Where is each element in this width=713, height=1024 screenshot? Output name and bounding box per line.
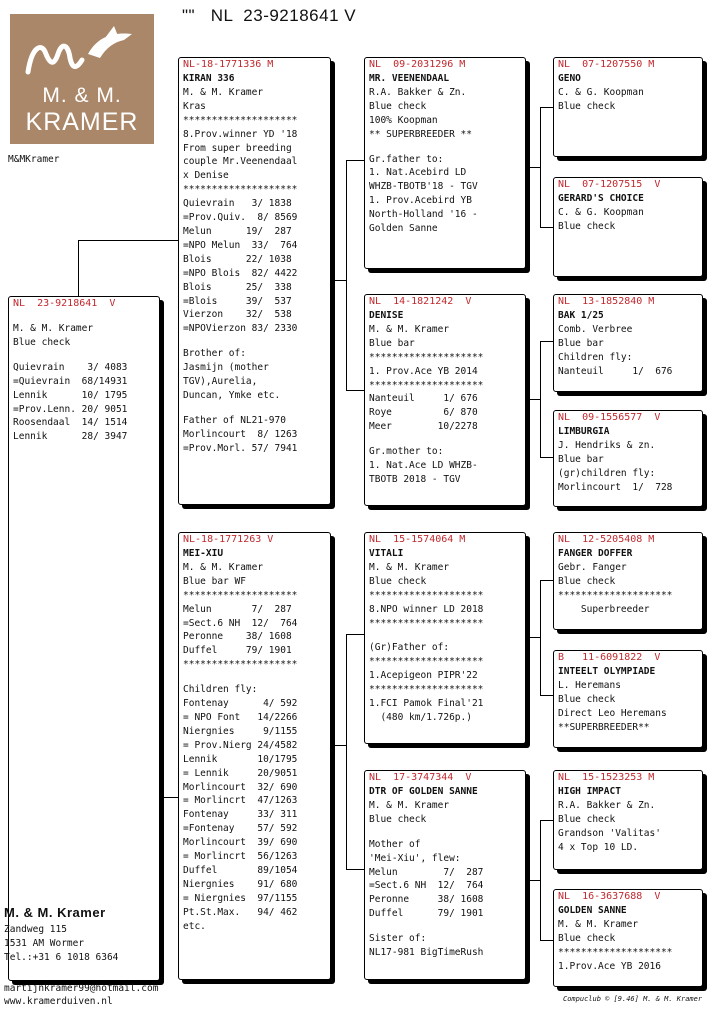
pedigree-line: etc. [183, 920, 206, 932]
pedigree-line: Meer 10/2278 [369, 421, 478, 433]
pigeon-card-fm-mother[interactable] [553, 410, 703, 507]
pigeon-name: BAK 1/25 [558, 310, 604, 321]
pigeon-card-mother[interactable] [178, 532, 331, 980]
pedigree-line: TGV),Aurelia, [183, 376, 258, 388]
pigeon-logo-icon [10, 14, 154, 94]
contact-email[interactable]: martijnkramer99@hotmail.com [4, 983, 159, 994]
pedigree-line: Quievrain 3/ 1838 [183, 198, 292, 210]
pedigree-line: = Morlincrt 56/1263 [183, 851, 298, 863]
pedigree-line: WHZB-TBOTB'18 - TGV [369, 181, 478, 193]
ring-number: NL 09-1556577 V [558, 412, 661, 423]
connector-line [540, 820, 541, 940]
ring-number: NL 17-3747344 V [369, 772, 472, 783]
pedigree-line: Duffel 79/ 1901 [369, 908, 484, 920]
pigeon-name: MR. VEENENDAAL [369, 73, 450, 84]
pedigree-line: M. & M. Kramer [558, 918, 639, 930]
connector-line [540, 227, 553, 228]
pigeon-card-paternal-grandfather[interactable] [364, 57, 526, 269]
pedigree-line: Morlincourt 1/ 728 [558, 481, 673, 493]
pigeon-card-father[interactable] [178, 57, 331, 505]
logo-line-1: M. & M. [42, 84, 122, 107]
pedigree-line: ******************** [183, 659, 298, 671]
pedigree-line: ******************** [369, 589, 484, 601]
connector-line [525, 167, 540, 168]
pedigree-line: Gr.father to: [369, 153, 444, 165]
footer-credit: Compuclub © [9.46] M. & M. Kramer [563, 995, 703, 1003]
pedigree-line: Blue check [369, 813, 427, 825]
pedigree-line: 1.Acepigeon PIPR'22 [369, 670, 478, 682]
connector-line [330, 280, 346, 281]
page-title: "" NL 23-9218641 V [182, 6, 357, 25]
pigeon-card-mm-father[interactable] [553, 770, 703, 870]
pedigree-line: Brother of: [183, 348, 246, 360]
pedigree-line: Jasmijn (mother [183, 362, 269, 374]
pedigree-line: ******************** [183, 589, 298, 601]
pedigree-line: Lennik 10/1795 [183, 753, 298, 765]
connector-line [540, 107, 553, 108]
ring-number: NL-18-1771336 M [183, 59, 274, 70]
pedigree-line: Roosendaal 14/ 1514 [13, 417, 128, 429]
pedigree-line: ******************** [369, 379, 484, 391]
pedigree-line: ******************** [558, 946, 673, 958]
pigeon-card-paternal-grandmother[interactable] [364, 294, 526, 506]
pedigree-line: TBOTB 2018 - TGV [369, 473, 461, 485]
pedigree-line: Blue check [558, 932, 616, 944]
pedigree-line: Blue bar [558, 337, 604, 349]
pedigree-line: Blue check [558, 813, 616, 825]
pedigree-line: 1. Prov.Acebird YB [369, 195, 472, 207]
pigeon-name: DENISE [369, 310, 404, 321]
pedigree-line: North-Holland '16 - [369, 209, 478, 221]
pedigree-line: ******************** [369, 617, 484, 629]
pedigree-line: Direct Leo Heremans [558, 707, 667, 719]
pedigree-line: 8.NPO winner LD 2018 [369, 603, 484, 615]
pigeon-name: GERARD'S CHOICE [558, 193, 644, 204]
ring-number: NL 13-1852840 M [558, 296, 655, 307]
pedigree-line: Duffel 89/1054 [183, 864, 298, 876]
pedigree-line: M. & M. Kramer [183, 86, 264, 98]
pedigree-line [179, 403, 330, 414]
connector-line [540, 695, 553, 696]
pedigree-line: Grandson 'Valitas' [558, 827, 661, 839]
pedigree-line: Children fly: [183, 684, 258, 696]
pedigree-line: =Prov.Lenn. 20/ 9051 [13, 403, 128, 415]
pedigree-line: NL17-981 BigTimeRush [369, 947, 484, 959]
pedigree-line: 8.Prov.winner YD '18 [183, 128, 298, 140]
pedigree-line: =Prov.Quiv. 8/ 8569 [183, 212, 298, 224]
pedigree-line: 'Mei-Xiu', flew: [369, 852, 461, 864]
pedigree-line: Melun 19/ 287 [183, 225, 292, 237]
pedigree-line: 1. Prov.Ace YB 2014 [369, 365, 478, 377]
pedigree-line: Blois 22/ 1038 [183, 253, 292, 265]
pigeon-card-maternal-grandfather[interactable] [364, 532, 526, 744]
connector-line [540, 457, 553, 458]
pigeon-name: MEI-XIU [183, 548, 224, 559]
pedigree-line: =Fontenay 57/ 592 [183, 823, 298, 835]
pedigree-line: Fontenay 33/ 311 [183, 809, 298, 821]
owner-phone: Tel.:+31 6 1018 6364 [4, 952, 119, 963]
pedigree-line: x Denise [183, 170, 229, 182]
pedigree-line [179, 672, 330, 683]
pedigree-line: C. & G. Koopman [558, 206, 644, 218]
pedigree-line: Gr.mother to: [369, 446, 444, 458]
pedigree-line: Blue check [369, 575, 427, 587]
pigeon-card-ff-mother[interactable] [553, 177, 703, 277]
pedigree-line: Blue check [558, 693, 616, 705]
pedigree-line: Mother of [369, 838, 421, 850]
pedigree-line: L. Heremans [558, 679, 621, 691]
pigeon-card-mf-father[interactable] [553, 532, 703, 630]
owner-address-2: 1531 AM Wormer [4, 938, 85, 949]
ring-number: NL-18-1771263 V [183, 534, 274, 545]
owner-name: M. & M. Kramer [4, 905, 106, 920]
pedigree-line: M. & M. Kramer [13, 323, 94, 334]
pedigree-line: Blue check [13, 336, 71, 348]
pigeon-card-fm-father[interactable] [553, 294, 703, 392]
pedigree-line: ******************** [369, 656, 484, 668]
ring-number: B 11-6091822 V [558, 652, 661, 663]
pedigree-line: =Blois 39/ 537 [183, 295, 292, 307]
pedigree-line: Duncan, Ymke etc. [183, 389, 281, 401]
ring-number: NL 14-1821242 V [369, 296, 472, 307]
pedigree-line: Niergnies 9/1155 [183, 725, 298, 737]
ring-number: NL 12-5205408 M [558, 534, 655, 545]
owner-address-1: Zandweg 115 [4, 924, 67, 935]
ring-number: NL 16-3637688 V [558, 891, 661, 902]
pedigree-line: = NPO Font 14/2266 [183, 711, 298, 723]
pedigree-line: Father of NL21-970 [183, 414, 286, 426]
pedigree-line: Superbreeder [558, 603, 650, 615]
pedigree-line: Blue bar WF [183, 575, 246, 587]
pigeon-card-maternal-grandmother[interactable] [364, 770, 526, 980]
pedigree-line: 100% Koopman [369, 114, 438, 126]
pedigree-line: ******************** [369, 351, 484, 363]
pedigree-line: =Prov.Morl. 57/ 7941 [183, 442, 298, 454]
pigeon-card-subject[interactable] [8, 296, 160, 981]
pedigree-line: Melun 7/ 287 [183, 603, 292, 615]
pigeon-card-ff-father[interactable] [553, 57, 703, 157]
pedigree-line [365, 827, 525, 838]
pedigree-line: From super breeding [183, 142, 292, 154]
ring-number: NL 09-2031296 M [369, 59, 466, 70]
connector-line [525, 399, 540, 400]
pedigree-line: =NPO Blois 82/ 4422 [183, 267, 298, 279]
pedigree-line: 1. Nat.Ace LD WHZB- [369, 460, 478, 472]
pedigree-line: Blue check [558, 575, 616, 587]
pedigree-line: ******************** [369, 684, 484, 696]
pedigree-line: C. & G. Koopman [558, 86, 644, 98]
pigeon-name: VITALI [369, 548, 404, 559]
pedigree-line: R.A. Bakker & Zn. [369, 86, 467, 98]
pedigree-line: **SUPERBREEDER** [558, 721, 650, 733]
connector-line [330, 745, 346, 746]
pedigree-line: 1.Prov.Ace YB 2016 [558, 960, 661, 972]
pedigree-line: Lennik 28/ 3947 [13, 431, 128, 443]
pedigree-line: (Gr)Father of: [369, 642, 450, 654]
pedigree-line [9, 350, 159, 361]
pedigree-line: (gr)children fly: [558, 467, 656, 479]
pigeon-name: LIMBURGIA [558, 426, 610, 437]
pedigree-line: Nanteuil 1/ 676 [558, 365, 673, 377]
pedigree-line: Kras [183, 100, 206, 112]
pedigree-line [365, 142, 525, 153]
connector-line [78, 240, 178, 241]
pedigree-line: Golden Sanne [369, 223, 438, 235]
pedigree-line: Blue check [558, 220, 616, 232]
pedigree-line: Melun 7/ 287 [369, 866, 484, 878]
pedigree-line: couple Mr.Veenendaal [183, 156, 298, 168]
pedigree-line: Blois 25/ 338 [183, 281, 292, 293]
pedigree-line: Niergnies 91/ 680 [183, 878, 298, 890]
pedigree-line: =Quievrain 68/14931 [13, 375, 128, 387]
pedigree-line: =Sect.6 NH 12/ 764 [369, 880, 484, 892]
pedigree-line: Morlincourt 8/ 1263 [183, 428, 298, 440]
pedigree-line [9, 311, 159, 322]
ring-number: NL 23-9218641 V [13, 298, 116, 309]
pigeon-name: DTR OF GOLDEN SANNE [369, 786, 478, 797]
connector-line [346, 390, 364, 391]
pedigree-line: R.A. Bakker & Zn. [558, 799, 656, 811]
connector-line [540, 341, 541, 457]
pigeon-card-mf-mother[interactable] [553, 650, 703, 748]
connector-line [540, 580, 541, 695]
connector-line [346, 869, 364, 870]
connector-line [346, 160, 364, 161]
connector-line [525, 637, 540, 638]
pedigree-line: M. & M. Kramer [369, 799, 450, 811]
pedigree-line: = Prov.Nierg 24/4582 [183, 739, 298, 751]
pigeon-name: HIGH IMPACT [558, 786, 621, 797]
pigeon-name: GENO [558, 73, 581, 84]
pedigree-line: Morlincourt 32/ 690 [183, 781, 298, 793]
pedigree-line: 4 x Top 10 LD. [558, 841, 639, 853]
pedigree-line: =Sect.6 NH 12/ 764 [183, 617, 298, 629]
logo-caption: M&MKramer [8, 154, 60, 165]
pedigree-line: Peronne 38/ 1608 [183, 631, 292, 643]
ring-number: NL 07-1207515 V [558, 179, 661, 190]
pedigree-line: Nanteuil 1/ 676 [369, 393, 478, 405]
pigeon-card-mm-mother[interactable] [553, 889, 703, 987]
pedigree-line: Quievrain 3/ 4083 [13, 361, 128, 373]
pedigree-line: Blue check [558, 100, 616, 112]
pedigree-line: ******************** [183, 114, 298, 126]
pedigree-line: (480 km/1.726p.) [369, 711, 472, 723]
pedigree-line: Lennik 10/ 1795 [13, 389, 128, 401]
pedigree-line: Pt.St.Max. 94/ 462 [183, 906, 298, 918]
pedigree-line: Blue bar [369, 337, 415, 349]
connector-line [525, 880, 540, 881]
pedigree-line: Gebr. Fanger [558, 561, 627, 573]
pedigree-line: 1.FCI Pamok Final'21 [369, 698, 484, 710]
pedigree-line: =NPOVierzon 83/ 2330 [183, 323, 298, 335]
pedigree-line: Peronne 38/ 1608 [369, 894, 484, 906]
pedigree-line: Blue bar [558, 453, 604, 465]
pedigree-line: Sister of: [369, 933, 427, 945]
pedigree-line: M. & M. Kramer [183, 561, 264, 573]
contact-website[interactable]: www.kramerduiven.nl [4, 996, 113, 1007]
pedigree-line [179, 336, 330, 347]
connector-line [540, 580, 553, 581]
pedigree-line: Comb. Verbree [558, 323, 633, 335]
ring-number: NL 15-1523253 M [558, 772, 655, 783]
pedigree-line: = Morlincrt 47/1263 [183, 795, 298, 807]
pedigree-line: ** SUPERBREEDER ** [369, 128, 472, 140]
pigeon-name: FANGER DOFFER [558, 548, 633, 559]
pedigree-line: ******************** [183, 184, 298, 196]
logo [10, 14, 154, 144]
connector-line [346, 160, 347, 390]
pedigree-line: Morlincourt 39/ 690 [183, 837, 298, 849]
pedigree-line: J. Hendriks & zn. [558, 439, 656, 451]
pedigree-line: Duffel 79/ 1901 [183, 645, 292, 657]
pedigree-line: Children fly: [558, 351, 633, 363]
contact-block [4, 982, 158, 1008]
pedigree-line: =NPO Melun 33/ 764 [183, 239, 298, 251]
pigeon-name: GOLDEN SANNE [558, 905, 627, 916]
owner-block [4, 906, 118, 965]
logo-line-2: KRAMER [25, 108, 139, 136]
pedigree-line: Vierzon 32/ 538 [183, 309, 292, 321]
pedigree-line: Roye 6/ 870 [369, 407, 478, 419]
pedigree-line [365, 921, 525, 932]
connector-line [540, 940, 553, 941]
connector-line [540, 341, 553, 342]
pigeon-name: INTEELT OLYMPIADE [558, 666, 656, 677]
pedigree-line: = Lennik 20/9051 [183, 767, 298, 779]
connector-line [346, 634, 364, 635]
pigeon-name: KIRAN 336 [183, 73, 235, 84]
pedigree-line: M. & M. Kramer [369, 561, 450, 573]
ring-number: NL 15-1574064 M [369, 534, 466, 545]
pedigree-line: M. & M. Kramer [369, 323, 450, 335]
ring-number: NL 07-1207550 M [558, 59, 655, 70]
pedigree-line: 1. Nat.Acebird LD [369, 167, 467, 179]
connector-line [346, 634, 347, 869]
pedigree-line: Blue check [369, 100, 427, 112]
connector-line [540, 820, 553, 821]
pedigree-line: Fontenay 4/ 592 [183, 698, 298, 710]
pedigree-line: ******************** [558, 589, 673, 601]
connector-line [540, 107, 541, 227]
pedigree-line: = Niergnies 97/1155 [183, 892, 298, 904]
pedigree-line [365, 630, 525, 641]
pedigree-line [365, 434, 525, 445]
